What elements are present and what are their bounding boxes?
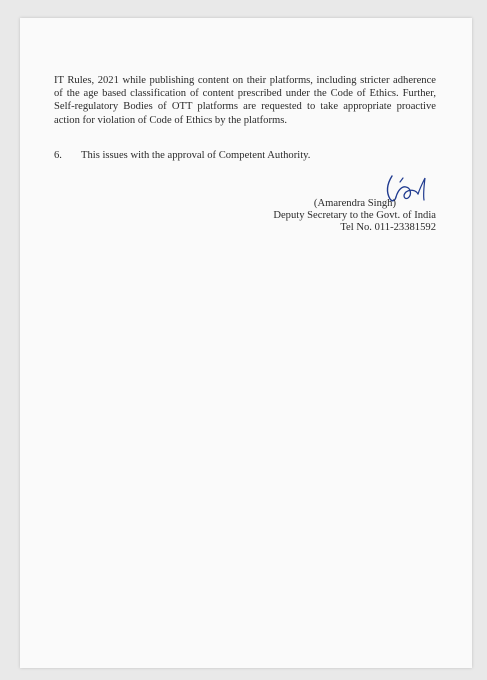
signatory-designation: Deputy Secretary to the Govt. of India [273,210,436,222]
document-page [20,18,472,668]
paragraph-6-text: This issues with the approval of Competent Authority. [81,150,311,161]
paragraph-continuation: IT Rules, 2021 while publishing content on their platforms, including stricter adherence of the age based classification of content prescribed under the Code of Ethics. Further, Self-regulatory Bodies of OTT platforms are requested to take appropriate proactive action for violation of Code of Ethics by the platforms. [54,75,436,126]
signatory-name: (Amarendra Singh) [313,198,396,209]
signatory-phone: Tel No. 011-23381592 [340,222,436,234]
paragraph-6 [54,149,436,162]
signature-block [273,198,436,235]
paragraph-number: 6. [54,150,62,161]
